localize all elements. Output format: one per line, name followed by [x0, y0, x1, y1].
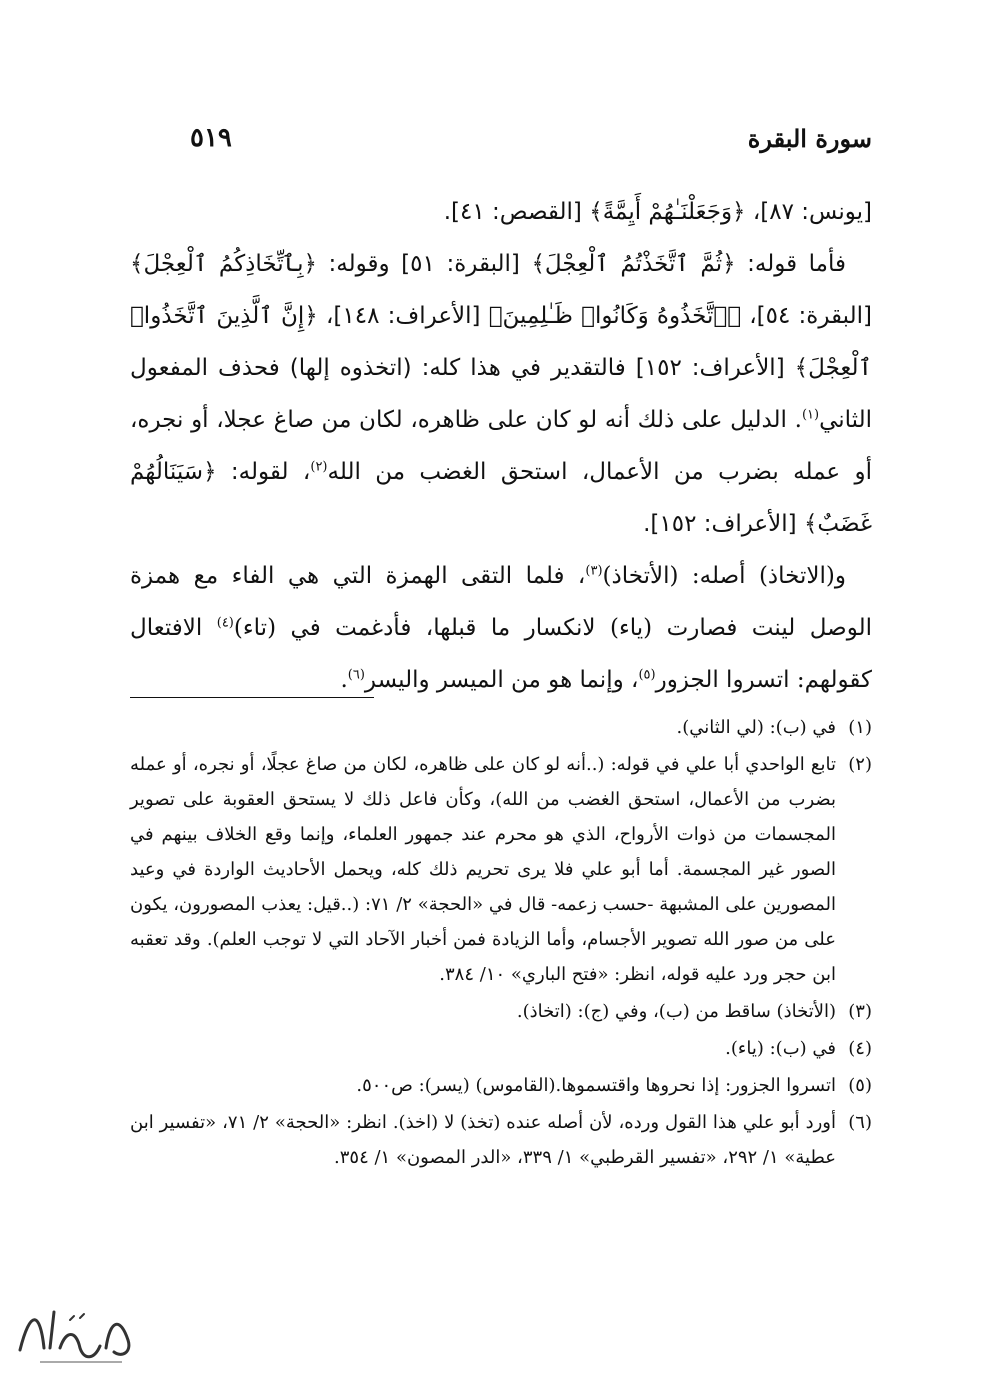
paragraph-3-text-a: و(الاتخاذ) أصله: (الأتخاذ) [602, 563, 847, 589]
footnote-ref-5[interactable]: (٥) [638, 667, 656, 683]
footnote-number: (٦) [848, 1112, 872, 1133]
book-page [130, 0, 872, 1380]
paragraph-3-text-e: . [340, 667, 348, 693]
footnote-number: (١) [848, 717, 872, 738]
main-text [130, 186, 872, 706]
page-header [130, 118, 872, 158]
footnote-separator [130, 697, 374, 698]
footnote-number: (٥) [848, 1075, 872, 1096]
footnote-5 [130, 1068, 872, 1103]
footnote-1 [130, 710, 872, 745]
calligraphy-logo [10, 1290, 140, 1370]
footnote-ref-3[interactable]: (٣) [585, 563, 603, 579]
paragraph-2-text-b: . الدليل على ذلك أنه لو كان على ظاهره، لكان من صاغ عجلا، أو نجره، أو عمله بضرب من الأعمال، استحق الغضب من الله [130, 407, 873, 485]
footnote-number: (٣) [848, 1001, 872, 1022]
footnote-text: أورد أبو علي هذا القول ورده، لأن أصله عنده (تخذ) لا (اخذ). انظر: «الحجة» ٢/ ٧١، «تفسير ابن عطية» ١/ ٢٩٢، «تفسير القرطبي» ١/ ٣٣٩، «الدر المصون» ١/ ٣٥٤. [130, 1112, 836, 1168]
page-number: ٥١٩ [190, 123, 232, 153]
paragraph-2-text-c: ، لقوله: ﴿سَيَنَالُهُمْ غَضَبٌ﴾ [الأعراف: ١٥٢]. [130, 459, 872, 537]
footnote-text: (الأتخاذ) ساقط من (ب)، وفي (ج): (اتخاذ). [516, 1001, 836, 1022]
footnote-6 [130, 1105, 872, 1175]
footnote-ref-1[interactable]: (١) [801, 407, 820, 423]
footnote-text: اتسروا الجزور: إذا نحروها واقتسموها.(القاموس) (يسر): ص٥٠٠. [356, 1075, 836, 1096]
footnote-3 [130, 994, 872, 1029]
paragraph-2-text: فأما قوله: ﴿ثُمَّ ٱتَّخَذْتُمُ ٱلْعِجْلَ﴾ [البقرة: ٥١] وقوله: ﴿بِٱتِّخَاذِكُمُ ٱلْعِجْلَ﴾ [البقرة: ٥٤]، ﴿ٱتَّخَذُوهُ وَكَانُوا۟ ظَـٰلِمِينَ﴾ [الأعراف: ١٤٨]، ﴿إِنَّ ٱلَّذِينَ ٱتَّخَذُوا۟ ٱلْعِجْلَ﴾ [الأعراف: ١٥٢] فالتقدير في هذا كله: (اتخذوه إلها) فحذف المفعول الثاني [130, 251, 872, 433]
paragraph-3-text-c: الافتعال كقولهم: اتسروا الجزور [130, 615, 872, 693]
footnote-number: (٤) [848, 1038, 872, 1059]
footnote-text: تابع الواحدي أبا علي في قوله: (..أنه لو كان على ظاهره، لكان من صاغ عجلًا، أو نجره، أو عمله بضرب من الأعمال، استحق الغضب من الله)، وكأن فاعل ذلك لا يستحق العقوبة على تصوير المجسمات من ذوات الأرواح، الذي هو محرم عند جمهور العلماء، وإنما وقع الخلاف بينهم في الصور غير المجسمة. أما أبو علي فلا يرى تحريم ذلك كله، ويحمل الأحاديث الواردة في وعيد المصورين على المشبهة -حسب زعمه- قال في «الحجة» ٢/ ٧١: (..قيل: يعذب المصورون، يكون على من صور الله تصوير الأجسام، وأما الزيادة فمن أخبار الآحاد التي لا توجب العلم). وقد تعقبه ابن حجر ورد عليه قوله، انظر: «فتح الباري» ١٠/ ٣٨٤. [130, 754, 836, 985]
paragraph-1 [130, 186, 872, 238]
paragraph-3 [130, 550, 872, 706]
footnote-text: في (ب): (ياء). [725, 1038, 836, 1059]
footnote-2 [130, 747, 872, 992]
surah-title: سورة البقرة [747, 123, 872, 153]
footnote-ref-2[interactable]: (٢) [310, 459, 328, 475]
paragraph-1-text: [يونس: ٨٧]، ﴿وَجَعَلْنَـٰهُمْ أَيِمَّةً﴾ [القصص: ٤١]. [443, 199, 872, 225]
paragraph-3-text-d: ، وإنما هو من الميسر واليسر [364, 667, 639, 693]
footnote-4 [130, 1031, 872, 1066]
calligraphy-logo-icon [10, 1290, 140, 1370]
footnote-number: (٢) [848, 754, 872, 775]
footnote-ref-6[interactable]: (٦) [347, 667, 365, 683]
footnote-text: في (ب): (لي الثاني). [676, 717, 836, 738]
paragraph-3-text-b: ، فلما التقى الهمزة التي هي الفاء مع همزة الوصل لينت فصارت (ياء) لانكسار ما قبلها، فأدغمت في (تاء) [130, 563, 872, 641]
paragraph-2 [130, 238, 872, 550]
footnote-ref-4[interactable]: (٤) [216, 615, 234, 631]
footnotes [130, 710, 872, 1177]
